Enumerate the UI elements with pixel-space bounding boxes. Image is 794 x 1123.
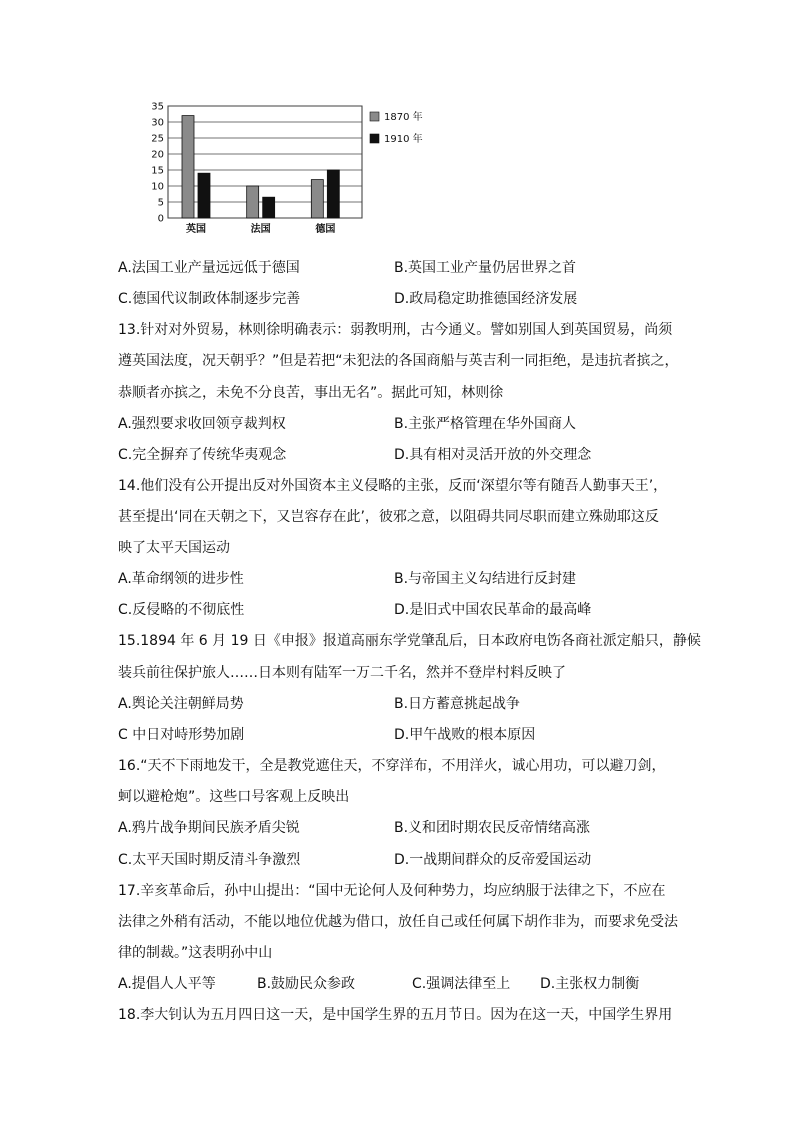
q17-stem-line1: 17.辛亥革命后，孙中山提出：“国中无论何人及何种势力，均应纳服于法律之下，不应在 — [118, 883, 666, 899]
q14-stem-line1: 14.他们没有公开提出反对外国资本主义侵略的主张，反而‘深望尔等有随吾人勤事天王’， — [118, 478, 668, 494]
q13-option-b: B.主张严格管理在华外国商人 — [394, 416, 577, 432]
q15-option-d: D.甲午战败的根本原因 — [394, 727, 536, 743]
y-tick-label: 25 — [151, 133, 164, 145]
legend-label: 1910 年 — [384, 134, 423, 145]
q14-option-c: C.反侵略的不彻底性 — [118, 602, 245, 618]
y-tick-label: 20 — [151, 149, 164, 161]
y-tick-label: 5 — [157, 197, 164, 209]
q16-stem-line2: 蚵以避枪炮”。这些口号客观上反映出 — [118, 789, 350, 805]
q16-option-a: A.鸦片战争期间民族矛盾尖锐 — [118, 820, 300, 836]
q17-option-b: B.鼓励民众参政 — [257, 976, 356, 992]
bar — [247, 186, 259, 218]
q14-option-b: B.与帝国主义勾结进行反封建 — [394, 571, 577, 587]
q13-option-c: C.完全摒弃了传统华夷观念 — [118, 447, 287, 463]
q18-stem-line1: 18.李大钊认为五月四日这一天，是中国学生界的五月节日。因为在这一天，中国学生界用 — [118, 1007, 673, 1023]
q15-option-b: B.日方蓄意挑起战争 — [394, 696, 521, 712]
q16-stem-line1: 16.“天不下雨地发干，全是教党遮住天，不穿洋布，不用洋火，诚心用功，可以避刀剑， — [118, 758, 666, 774]
q13-stem-line3: 恭顺者亦摈之，未免不分良苦，事出无名”。据此可知，林则徐 — [118, 385, 504, 401]
q16-option-d: D.一战期间群众的反帝爱国运动 — [394, 852, 592, 868]
legend-label: 1870 年 — [384, 112, 423, 123]
y-tick-label: 15 — [151, 165, 164, 177]
bar — [311, 180, 323, 218]
q16-option-b: B.义和团时期农民反帝情绪高涨 — [394, 820, 591, 836]
q14-stem-line3: 映了太平天国运动 — [118, 540, 230, 556]
legend-swatch — [370, 134, 379, 143]
q15-option-c: C 中日对峙形势加剧 — [118, 727, 245, 743]
legend-swatch — [370, 112, 379, 121]
y-tick-label: 0 — [157, 213, 164, 225]
q17-option-d: D.主张权力制衡 — [540, 976, 640, 992]
q14-option-a: A.革命纲领的进步性 — [118, 571, 244, 587]
q15-stem-line1: 15.1894 年 6 月 19 日《申报》报道高丽东学党肇乱后，日本政府电饬各商社派定船只，静候 — [118, 633, 701, 649]
y-tick-label: 10 — [151, 181, 164, 193]
q17-stem-line2: 法律之外稍有活动，不能以地位优越为借口，放任自己或任何属下胡作非为，而要求免受法 — [118, 914, 678, 930]
bar — [198, 173, 210, 218]
bar — [182, 116, 194, 218]
x-category-label: 法国 — [250, 224, 271, 235]
y-tick-label: 35 — [151, 101, 164, 113]
q15-option-a: A.舆论关注朝鲜局势 — [118, 696, 244, 712]
y-axis-ticks — [151, 102, 164, 225]
bar-chart — [140, 96, 430, 246]
q12-option-c: C.德国代议制政体制逐步完善 — [118, 291, 301, 307]
q13-option-d: D.具有相对灵活开放的外交理念 — [394, 447, 592, 463]
q12-option-d: D.政局稳定助推德国经济发展 — [394, 291, 578, 307]
x-category-label: 德国 — [315, 224, 336, 235]
chart-legend — [370, 110, 423, 145]
q17-option-c: C.强调法律至上 — [412, 976, 511, 992]
x-category-label: 英国 — [186, 224, 206, 235]
x-axis-categories — [186, 222, 335, 235]
bar — [263, 197, 275, 218]
chart-bars — [182, 116, 339, 218]
q15-stem-line2: 装兵前往保护旅人……日本则有陆军一万二千名，然并不登岸村料反映了 — [118, 665, 566, 681]
q13-stem-line1: 13.针对对外贸易，林则徐明确表示：弱教明刑，古今通义。譬如别国人到英国贸易，尚须 — [118, 322, 673, 338]
bar — [327, 170, 339, 218]
q14-stem-line2: 甚至提出‘同在天朝之下，又岂容存在此’，彼邪之意，以阻碍共同尽职而建立殊勋耶这反 — [118, 509, 659, 525]
q13-option-a: A.强烈要求收回领亨裁判权 — [118, 416, 286, 432]
y-tick-label: 30 — [151, 117, 164, 129]
q16-option-c: C.太平天国时期反清斗争激烈 — [118, 852, 301, 868]
q12-option-a: A.法国工业产量远远低于德国 — [118, 260, 300, 276]
q14-option-d: D.是旧式中国农民革命的最高峰 — [394, 602, 592, 618]
q17-option-a: A.提倡人人平等 — [118, 976, 216, 992]
q12-option-b: B.英国工业产量仍居世界之首 — [394, 260, 577, 276]
q13-stem-line2: 遵英国法度，况天朝乎？”但是若把“未犯法的各国商船与英吉利一同拒绝，是违抗者摈之， — [118, 353, 679, 369]
q17-stem-line3: 律的制裁。”这表明孙中山 — [118, 945, 273, 961]
